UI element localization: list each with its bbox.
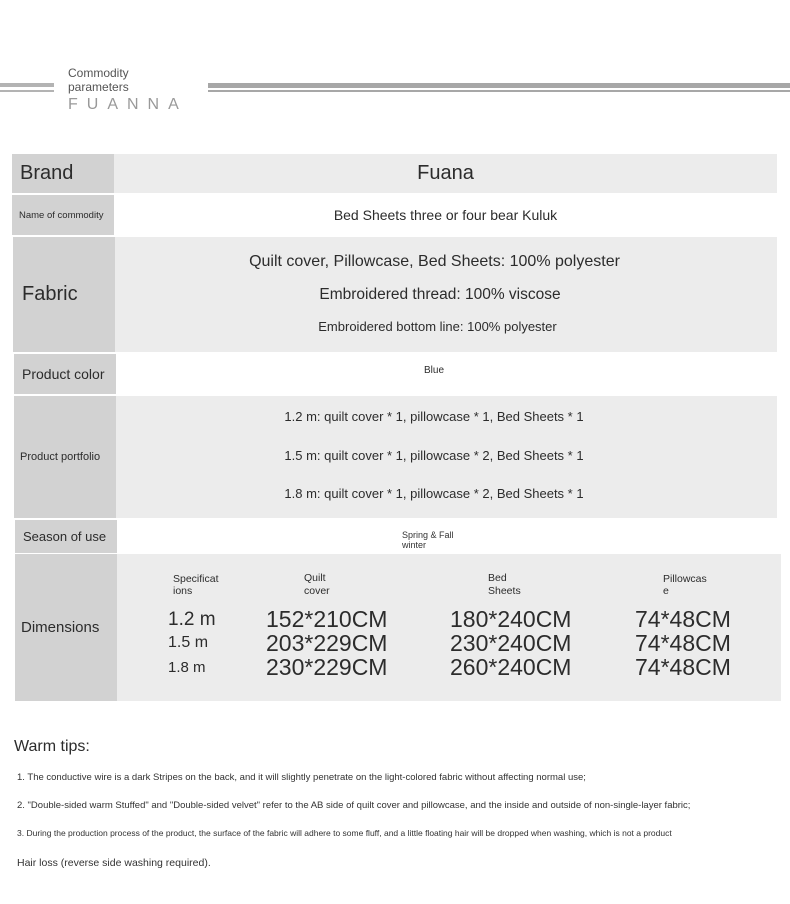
dim-pillow: 74*48CM — [635, 654, 731, 680]
section-title-line2: parameters — [68, 80, 129, 94]
warm-tip: 2. "Double-sided warm Stuffed" and "Double-sided velvet" refer to the AB side of quilt cover and pillowcase, and the inside and outside of non-single-layer fabric; — [17, 800, 691, 811]
brand-wordmark: FUANNA — [68, 96, 188, 113]
product-color-label: Product color — [14, 354, 116, 394]
header-line: Pillowcas — [663, 573, 707, 585]
dim-pillow: 74*48CM — [635, 606, 731, 632]
season-label: Season of use — [15, 520, 117, 553]
fabric-line: Embroidered thread: 100% viscose — [319, 286, 561, 303]
header-line: Specificat — [173, 573, 219, 585]
header-line: Quilt — [304, 572, 326, 584]
dim-quilt: 203*229CM — [266, 630, 388, 656]
header-line: Sheets — [488, 585, 521, 597]
warm-tip: Hair loss (reverse side washing required). — [17, 857, 211, 869]
warm-tip: 3. During the production process of the product, the surface of the fabric will adhere to some fluff, and a little floating hair will be dropped when washing, which is not a product — [17, 828, 672, 838]
dim-sheets: 180*240CM — [450, 606, 572, 632]
dim-quilt: 230*229CM — [266, 654, 388, 680]
season-line2: winter — [402, 540, 427, 550]
portfolio-line: 1.2 m: quilt cover * 1, pillowcase * 1, Bed Sheets * 1 — [284, 409, 584, 424]
dim-pillow: 74*48CM — [635, 630, 731, 656]
header-line: cover — [304, 585, 330, 597]
product-portfolio-value — [116, 396, 777, 518]
portfolio-line: 1.5 m: quilt cover * 1, pillowcase * 2, Bed Sheets * 1 — [284, 448, 584, 463]
dimensions-header-quilt — [304, 572, 330, 598]
dim-size: 1.2 m — [168, 609, 216, 630]
brand-label: Brand — [12, 154, 114, 193]
header-line: e — [663, 585, 669, 597]
section-title-line1: Commodity — [68, 66, 129, 80]
fabric-line: Quilt cover, Pillowcase, Bed Sheets: 100% polyester — [249, 253, 620, 270]
dimensions-label: Dimensions — [15, 554, 117, 701]
season-line1: Spring & Fall — [402, 530, 454, 540]
fabric-line: Embroidered bottom line: 100% polyester — [318, 319, 557, 334]
warm-tips-title: Warm tips: — [14, 738, 90, 755]
dimensions-header-sheets — [488, 572, 521, 598]
commodity-name-value: Bed Sheets three or four bear Kuluk — [114, 195, 777, 235]
fabric-value — [115, 237, 777, 352]
header-line: ions — [173, 585, 193, 597]
portfolio-line: 1.8 m: quilt cover * 1, pillowcase * 2, Bed Sheets * 1 — [284, 486, 584, 501]
dim-sheets: 230*240CM — [450, 630, 572, 656]
season-value — [402, 530, 454, 550]
dimensions-table — [117, 554, 781, 701]
header-rule-right-thin — [208, 90, 790, 92]
header-line: Bed — [488, 572, 507, 584]
season-cell — [117, 520, 777, 553]
fabric-label: Fabric — [13, 237, 115, 352]
section-title — [68, 66, 129, 94]
header-rule-left-thin — [0, 90, 54, 92]
header-rule-left — [0, 83, 54, 87]
commodity-name-label: Name of commodity — [12, 195, 114, 235]
header-rule-right — [208, 83, 790, 88]
dim-quilt: 152*210CM — [266, 606, 388, 632]
product-portfolio-label: Product portfolio — [14, 396, 116, 518]
dim-sheets: 260*240CM — [450, 654, 572, 680]
brand-value: Fuana — [114, 154, 777, 193]
product-color-value: Blue — [423, 365, 444, 376]
dimensions-header-pillow — [663, 573, 707, 597]
warm-tip: 1. The conductive wire is a dark Stripes on the back, and it will slightly penetrate on the light-colored fabric without affecting normal use; — [17, 772, 586, 783]
product-color-cell — [116, 354, 777, 394]
dim-size: 1.5 m — [168, 634, 209, 651]
dimensions-header-spec — [173, 573, 219, 597]
dim-size: 1.8 m — [168, 659, 206, 676]
